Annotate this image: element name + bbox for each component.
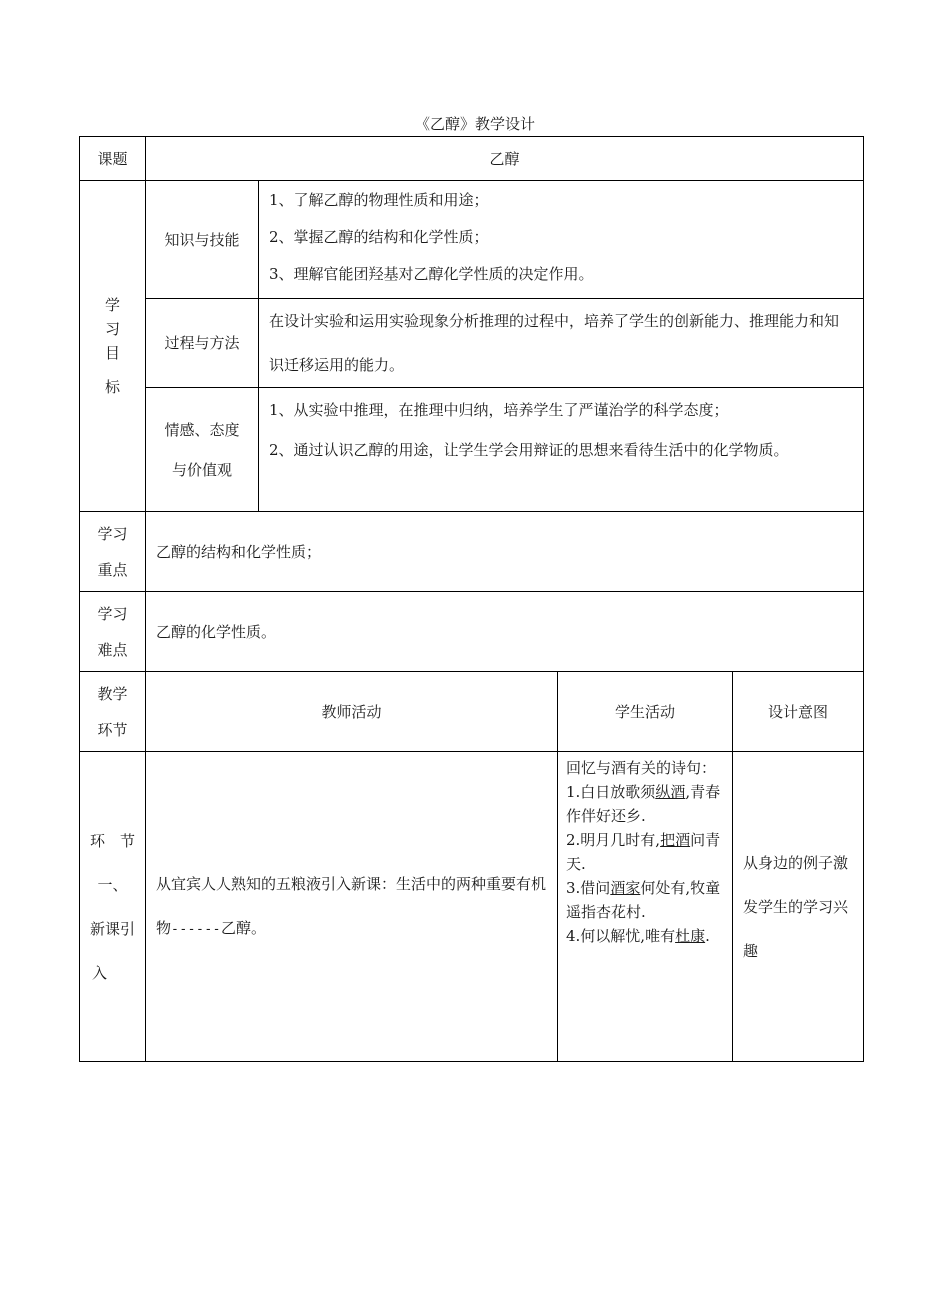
lesson-plan-table <box>79 136 864 1062</box>
design-intent-header: 设计意图 <box>733 672 864 752</box>
difficulty-row <box>80 592 864 672</box>
stage-header: 教学 环节 <box>80 672 146 752</box>
stage1-row <box>80 752 864 1062</box>
poem-line: 1.白日放歌须纵酒,青春作伴好还乡. <box>566 783 721 825</box>
activity-header-row <box>80 672 864 752</box>
knowledge-content: 1、了解乙醇的物理性质和用途； 2、掌握乙醇的结构和化学性质； 3、理解官能团羟基对乙醇化学性质的决定作用。 <box>259 181 864 299</box>
emotion-content: 1、从实验中推理，在推理中归纳，培养学生了严谨治学的科学态度； 2、通过认识乙醇的用途，让学生学会用辩证的思想来看待生活中的化学物质。 <box>259 388 864 512</box>
emotion-row <box>80 388 864 512</box>
stage1-label: 环 节 一、 新课引 入 <box>80 752 146 1062</box>
difficulty-label: 学习 难点 <box>80 592 146 672</box>
knowledge-label: 知识与技能 <box>146 181 259 299</box>
goals-label: 学 习 目 标 <box>80 181 146 512</box>
knowledge-row <box>80 181 864 299</box>
poem-line: 3.借问酒家何处有,牧童遥指杏花村. <box>566 879 721 921</box>
key-point-value: 乙醇的结构和化学性质； <box>146 512 864 592</box>
key-point-row <box>80 512 864 592</box>
difficulty-value: 乙醇的化学性质。 <box>146 592 864 672</box>
stage1-design-intent: 从身边的例子激发学生的学习兴趣 <box>733 752 864 1062</box>
poem-line: 2.明月几时有,把酒问青天. <box>566 831 721 873</box>
poem-line: 4.何以解忧,唯有杜康. <box>566 927 710 945</box>
student-activity-header: 学生活动 <box>558 672 733 752</box>
stage1-student-activity: 回忆与酒有关的诗句： 1.白日放歌须纵酒,青春作伴好还乡. 2.明月几时有,把酒问青天. 3.借问酒家何处有,牧童遥指杏花村. 4.何以解忧,唯有杜康. <box>558 752 733 1062</box>
topic-label: 课题 <box>80 137 146 181</box>
emotion-label: 情感、态度 与价值观 <box>146 388 259 512</box>
teacher-activity-header: 教师活动 <box>146 672 558 752</box>
document-title: 《乙醇》教学设计 <box>414 115 535 133</box>
topic-row <box>80 137 864 181</box>
process-row <box>80 299 864 388</box>
key-point-label: 学习 重点 <box>80 512 146 592</box>
topic-value: 乙醇 <box>146 137 864 181</box>
stage1-teacher-activity: 从宜宾人人熟知的五粮液引入新课：生活中的两种重要有机物------乙醇。 <box>146 752 558 1062</box>
process-label: 过程与方法 <box>146 299 259 388</box>
process-content: 在设计实验和运用实验现象分析推理的过程中，培养了学生的创新能力、推理能力和知识迁移运用的能力。 <box>259 299 864 388</box>
